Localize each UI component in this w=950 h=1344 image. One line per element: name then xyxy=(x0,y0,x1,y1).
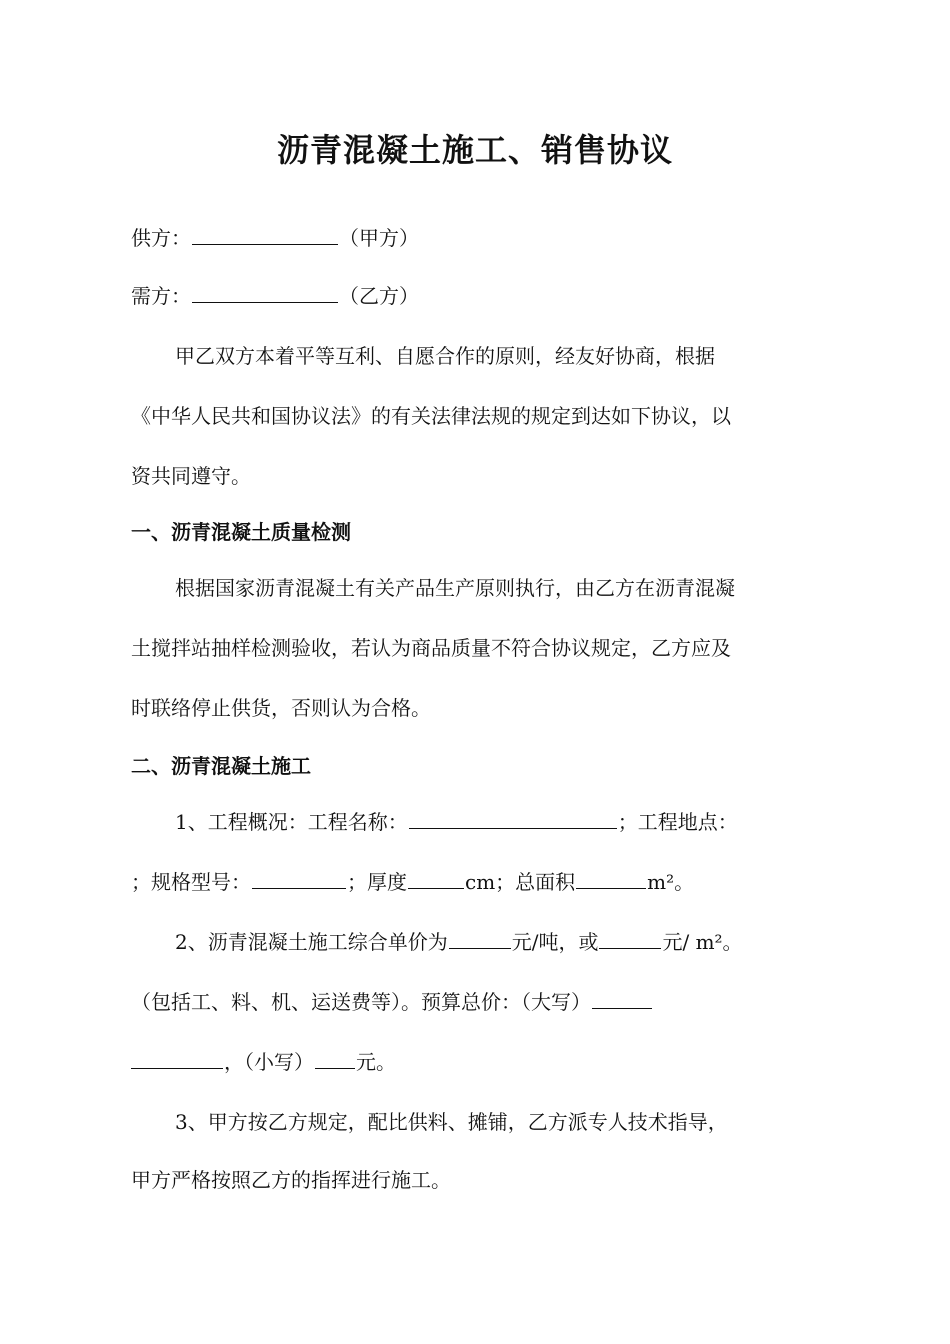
budget-lower-blank xyxy=(315,1046,355,1069)
supplier-line xyxy=(131,222,821,254)
section-1-line-1: 根据国家沥青混凝土有关产品生产原则执行，由乙方在沥青混凝 xyxy=(175,576,735,600)
item-2-line-2 xyxy=(131,986,821,1018)
thickness-blank xyxy=(408,866,464,889)
price-per-sqm-blank xyxy=(599,926,661,949)
item-3-line-1: 3、甲方按乙方规定，配比供料、摊铺，乙方派专人技术指导， xyxy=(175,1110,728,1134)
item-2-yuan-label: 元。 xyxy=(356,1050,396,1074)
item-1-project-location-label: ；工程地点： xyxy=(617,810,738,834)
project-name-blank xyxy=(409,806,617,829)
document-title: 沥青混凝土施工、销售协议 xyxy=(276,131,673,169)
buyer-label: 需方： xyxy=(131,284,191,308)
section-1-line-3: 时联络停止供货，否则认为合格。 xyxy=(131,696,431,720)
item-1-area-label: cm；总面积 xyxy=(465,870,576,894)
item-1-line-2 xyxy=(131,866,821,898)
item-2-budget-lower-label: ，（小写） xyxy=(224,1050,314,1074)
buyer-blank xyxy=(192,280,338,303)
buyer-suffix: （乙方） xyxy=(339,284,419,308)
section-2-heading: 二、沥青混凝土施工 xyxy=(131,754,311,778)
item-3-line-2: 甲方严格按照乙方的指挥进行施工。 xyxy=(131,1168,451,1192)
section-1-heading: 一、沥青混凝土质量检测 xyxy=(131,520,351,544)
budget-upper-blank-2 xyxy=(131,1046,223,1069)
spec-blank xyxy=(252,866,346,889)
item-2-per-ton-label: 元/吨，或 xyxy=(511,930,599,954)
section-1-line-2: 土搅拌站抽样检测验收，若认为商品质量不符合协议规定，乙方应及 xyxy=(131,636,731,660)
item-1-line-1 xyxy=(131,806,821,838)
item-1-thickness-label: ；厚度 xyxy=(347,870,407,894)
item-2-unit-price-label: 2、沥青混凝土施工综合单价为 xyxy=(175,930,448,954)
item-1-spec-label: ；规格型号： xyxy=(131,870,251,894)
item-1-project-name-label: 1、工程概况：工程名称： xyxy=(175,810,408,834)
intro-line-3: 资共同遵守。 xyxy=(131,464,251,488)
item-2-per-sqm-label: 元/ m²。 xyxy=(662,930,743,954)
area-blank xyxy=(576,866,646,889)
item-2-line-1 xyxy=(131,926,821,958)
item-2-line-3 xyxy=(131,1046,821,1078)
item-1-area-unit: m²。 xyxy=(647,870,695,894)
price-per-ton-blank xyxy=(449,926,511,949)
budget-upper-blank-1 xyxy=(592,986,652,1009)
item-2-budget-label: （包括工、料、机、运送费等）。预算总价：（大写） xyxy=(131,990,591,1014)
intro-line-1: 甲乙双方本着平等互利、自愿合作的原则，经友好协商，根据 xyxy=(175,344,715,368)
intro-line-2: 《中华人民共和国协议法》的有关法律法规的规定到达如下协议，以 xyxy=(131,404,731,428)
supplier-blank xyxy=(192,222,338,245)
buyer-line xyxy=(131,280,821,312)
supplier-label: 供方： xyxy=(131,226,191,250)
supplier-suffix: （甲方） xyxy=(339,226,419,250)
